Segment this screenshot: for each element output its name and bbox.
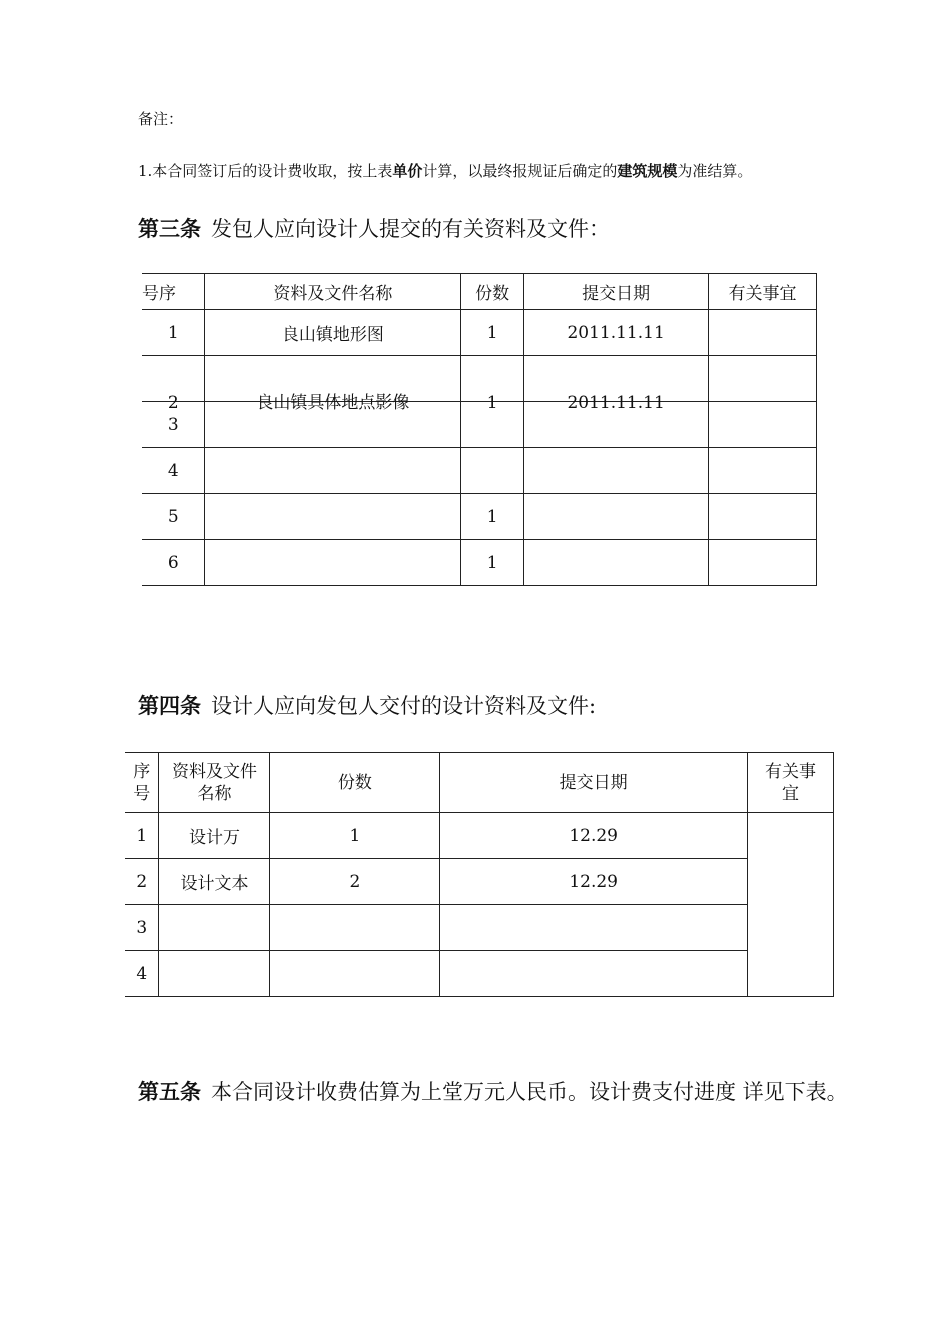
table-cell: 4	[142, 448, 205, 494]
note-bold-unit-price: 单价	[392, 162, 423, 180]
table-cell	[524, 448, 709, 494]
col-header: 号序	[142, 274, 205, 310]
table-row	[125, 951, 834, 997]
table-cell: 3	[125, 905, 159, 951]
table-header-row	[142, 274, 817, 310]
table-cell	[159, 951, 270, 997]
table-cell: 良山镇具体地点影像	[205, 356, 461, 402]
note-text: 计算，以最终报规证后确定的	[422, 162, 618, 180]
table-cell: 2	[125, 859, 159, 905]
table-cell	[709, 448, 817, 494]
article-4-heading	[138, 690, 596, 720]
table-cell: 设计文本	[159, 859, 270, 905]
col-header: 有关事宜	[709, 274, 817, 310]
table-cell	[270, 905, 440, 951]
submitted-materials-table	[142, 273, 817, 586]
article-number: 第五条	[138, 1079, 201, 1104]
table-cell: 1	[461, 310, 524, 356]
note-text: 为准结算。	[677, 162, 753, 180]
table-row	[125, 859, 834, 905]
table-cell: 5	[142, 494, 205, 540]
col-header: 资料及文件名称	[205, 274, 461, 310]
table-row	[125, 813, 834, 859]
table-row	[142, 402, 817, 448]
table-cell: 4	[125, 951, 159, 997]
table-cell: 1	[461, 494, 524, 540]
table-cell: 12.29	[440, 813, 748, 859]
table-cell: 良山镇地形图	[205, 310, 461, 356]
article-text: 本合同设计收费估算为上堂万元人民币。设计费支付进度 详见下表。	[211, 1080, 848, 1104]
table-row	[142, 540, 817, 586]
table-cell	[270, 951, 440, 997]
delivered-materials-table	[125, 752, 834, 997]
col-header: 资料及文件名称	[159, 753, 270, 813]
table-cell	[709, 310, 817, 356]
article-number: 第四条	[138, 693, 201, 718]
table-cell	[524, 540, 709, 586]
table-cell	[440, 905, 748, 951]
col-header: 有关事宜	[748, 753, 834, 813]
table-cell: 1	[270, 813, 440, 859]
table-cell: 6	[142, 540, 205, 586]
col-header: 份数	[270, 753, 440, 813]
col-header: 序号	[125, 753, 159, 813]
table-cell: 2	[270, 859, 440, 905]
note-line-1	[138, 160, 752, 181]
table-row	[142, 448, 817, 494]
table-cell: 2011.11.11	[524, 356, 709, 402]
article-text: 设计人应向发包人交付的设计资料及文件:	[211, 694, 597, 718]
table-cell: 1	[142, 310, 205, 356]
table-cell	[709, 356, 817, 402]
table-cell	[709, 402, 817, 448]
table-row	[142, 494, 817, 540]
article-number: 第三条	[138, 216, 201, 241]
table-cell	[709, 540, 817, 586]
table-row	[125, 905, 834, 951]
article-5-paragraph	[138, 1066, 878, 1118]
table-cell	[440, 951, 748, 997]
col-header: 份数	[461, 274, 524, 310]
note-text: 1.本合同签订后的设计费收取，按上表	[138, 162, 393, 180]
col-header: 提交日期	[524, 274, 709, 310]
table-cell: 1	[461, 356, 524, 402]
table-cell: 1	[461, 540, 524, 586]
table-row	[142, 356, 817, 402]
table-row	[142, 310, 817, 356]
table-cell: 设计万	[159, 813, 270, 859]
table-cell-merged	[748, 813, 834, 997]
notes-label: 备注：	[138, 110, 184, 128]
table-cell	[709, 494, 817, 540]
article-text: 发包人应向设计人提交的有关资料及文件：	[211, 217, 610, 241]
note-bold-building-scale: 建筑规模	[617, 162, 678, 180]
table-cell	[524, 494, 709, 540]
article-3-heading	[138, 213, 610, 243]
table-cell: 1	[125, 813, 159, 859]
table-header-row	[125, 753, 834, 813]
table-cell	[205, 494, 461, 540]
table-cell	[205, 448, 461, 494]
table-cell	[461, 448, 524, 494]
table-cell: 12.29	[440, 859, 748, 905]
table-cell	[159, 905, 270, 951]
table-cell: 2011.11.11	[524, 310, 709, 356]
table-cell	[205, 540, 461, 586]
col-header: 提交日期	[440, 753, 748, 813]
table-cell: 2	[142, 356, 205, 402]
table-cell: 3	[142, 402, 205, 448]
